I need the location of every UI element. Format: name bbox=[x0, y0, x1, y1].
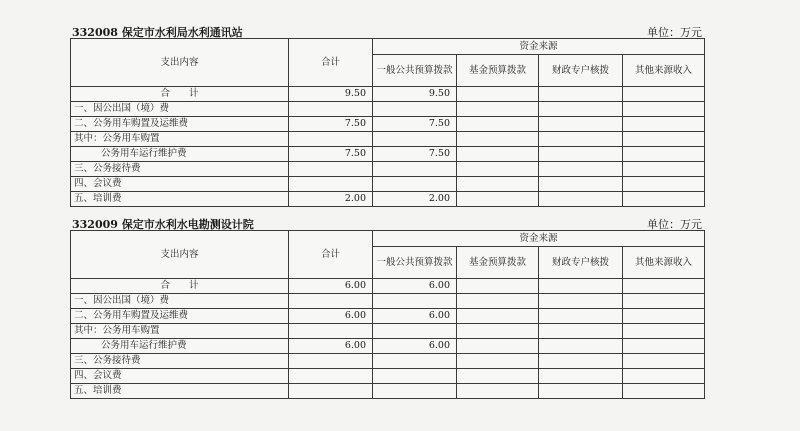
header-total: 合计 bbox=[289, 39, 373, 87]
expense-table bbox=[70, 38, 705, 207]
header-total: 合计 bbox=[289, 231, 373, 279]
header-general-budget: 一般公共预算拨款 bbox=[373, 55, 457, 87]
table-row: 二、公务用车购置及运维费 6.00 6.00 bbox=[71, 309, 705, 324]
table-row: 三、公务接待费 bbox=[71, 162, 705, 177]
section-1 bbox=[70, 22, 706, 207]
header-fund-budget: 基金预算拨款 bbox=[457, 55, 539, 87]
header-source-group: 资金来源 bbox=[373, 39, 705, 55]
table-row: 合 计 9.50 9.50 bbox=[71, 87, 705, 102]
table-row: 公务用车运行维护费 7.50 7.50 bbox=[71, 147, 705, 162]
unit-label: 单位：万元 bbox=[647, 218, 702, 231]
section-title: 332009 保定市水利水电勘测设计院 bbox=[72, 218, 254, 231]
section-title: 332008 保定市水利局水利通讯站 bbox=[72, 26, 243, 39]
header-special-finance: 财政专户核拨 bbox=[539, 247, 623, 279]
table-row: 二、公务用车购置及运维费 7.50 7.50 bbox=[71, 117, 705, 132]
unit-label: 单位：万元 bbox=[647, 26, 702, 39]
header-source-group: 资金来源 bbox=[373, 231, 705, 247]
section-header bbox=[70, 22, 706, 38]
table-row: 五、培训费 bbox=[71, 384, 705, 399]
header-other-income: 其他来源收入 bbox=[623, 55, 705, 87]
table-row: 一、因公出国（境）费 bbox=[71, 294, 705, 309]
table-row: 四、会议费 bbox=[71, 177, 705, 192]
table-row: 三、公务接待费 bbox=[71, 354, 705, 369]
expense-table bbox=[70, 230, 705, 399]
header-special-finance: 财政专户核拨 bbox=[539, 55, 623, 87]
table-row: 一、因公出国（境）费 bbox=[71, 102, 705, 117]
table-row: 其中：公务用车购置 bbox=[71, 324, 705, 339]
header-general-budget: 一般公共预算拨款 bbox=[373, 247, 457, 279]
header-item: 支出内容 bbox=[71, 39, 289, 87]
table-row: 公务用车运行维护费 6.00 6.00 bbox=[71, 339, 705, 354]
table-row: 合 计 6.00 6.00 bbox=[71, 279, 705, 294]
section-2 bbox=[70, 214, 706, 399]
table-row: 四、会议费 bbox=[71, 369, 705, 384]
table-row: 五、培训费 2.00 2.00 bbox=[71, 192, 705, 207]
section-header bbox=[70, 214, 706, 230]
header-item: 支出内容 bbox=[71, 231, 289, 279]
header-other-income: 其他来源收入 bbox=[623, 247, 705, 279]
header-fund-budget: 基金预算拨款 bbox=[457, 247, 539, 279]
table-row: 其中：公务用车购置 bbox=[71, 132, 705, 147]
